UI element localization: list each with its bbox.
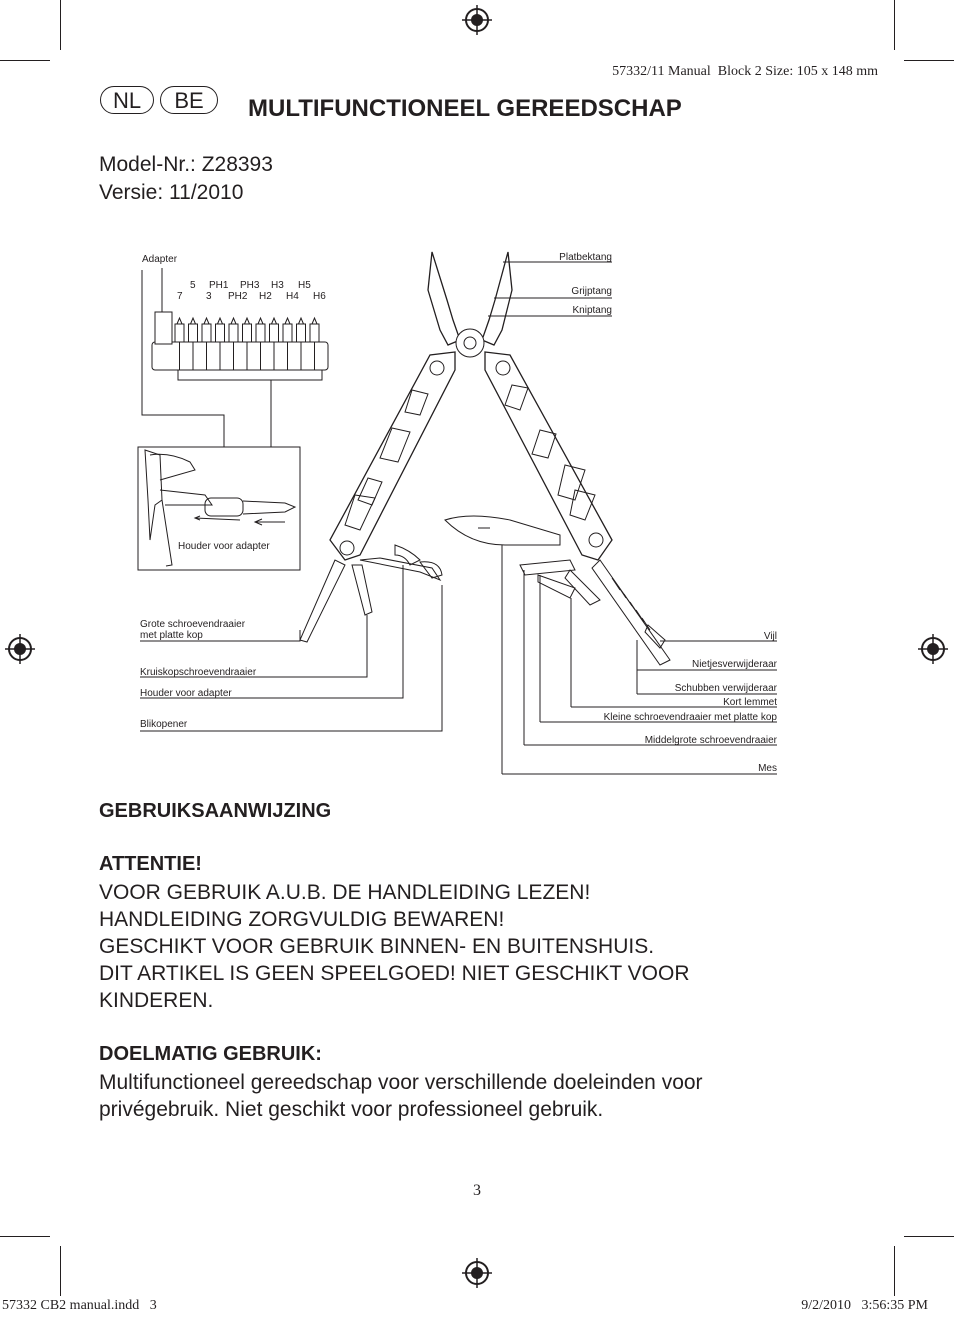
bit-tip: [272, 318, 277, 324]
label-houder: Houder voor adapter: [140, 688, 232, 699]
intended-use-line: privégebruik. Niet geschikt voor professioneel gebruik.: [99, 1098, 604, 1121]
bit-tip: [299, 318, 304, 324]
bit-shape: [202, 324, 211, 342]
bit-tip: [258, 318, 263, 324]
page-number: 3: [473, 1182, 481, 1199]
attention-line: KINDEREN.: [99, 989, 214, 1012]
bit-label: PH1: [209, 280, 229, 291]
bit-label: H4: [286, 291, 299, 302]
bit-shape: [270, 324, 279, 342]
label-nietjes: Nietjesverwijderaar: [691, 659, 777, 670]
label-blikopener: Blikopener: [140, 719, 188, 730]
bit-tip: [312, 318, 317, 324]
bit-tip: [204, 318, 209, 324]
attention-line: HANDLEIDING ZORGVULDIG BEWAREN!: [99, 908, 505, 931]
bit-label: 5: [190, 280, 196, 291]
bit-shape: [216, 324, 225, 342]
bit-shape: [283, 324, 292, 342]
bit-tip: [285, 318, 290, 324]
bit-shape: [310, 324, 319, 342]
crop-mark: [0, 1236, 50, 1237]
bit-tip: [177, 318, 182, 324]
bit-shape: [243, 324, 252, 342]
label-vijl: Vijl: [763, 631, 777, 642]
label-grote-schroevendraaier-2: met platte kop: [140, 630, 203, 641]
file-info: 57332 CB2 manual.indd 3: [2, 1298, 157, 1313]
label-adapter: Adapter: [142, 254, 178, 265]
attention-line: VOOR GEBRUIK A.U.B. DE HANDLEIDING LEZEN!: [99, 881, 591, 904]
attention-line: GESCHIKT VOOR GEBRUIK BINNEN- EN BUITENSHUIS.: [99, 935, 655, 958]
bit-tip: [218, 318, 223, 324]
bit-label: PH2: [228, 291, 248, 302]
timestamp: 9/2/2010 3:56:35 PM: [801, 1298, 928, 1313]
label-grijptang: Grijptang: [571, 286, 612, 297]
bit-shape: [297, 324, 306, 342]
intended-use-heading: DOELMATIG GEBRUIK:: [99, 1043, 322, 1065]
bit-shape: [189, 324, 198, 342]
bit-tip: [245, 318, 250, 324]
attention-heading: ATTENTIE!: [99, 853, 202, 875]
crop-mark: [894, 1246, 895, 1296]
language-badge-be: BE: [160, 86, 218, 114]
bit-label: H5: [298, 280, 311, 291]
instructions-heading: GEBRUIKSAANWIJZING: [99, 800, 332, 822]
bit-shape: [229, 324, 238, 342]
label-kort-lemmet: Kort lemmet: [723, 697, 777, 708]
label-kleine: Kleine schroevendraaier met platte kop: [603, 712, 777, 723]
bit-label: 7: [177, 291, 183, 302]
language-badge-nl: NL: [100, 86, 154, 114]
intended-use-line: Multifunctioneel gereedschap voor verschillende doeleinden voor: [99, 1071, 703, 1094]
attention-line: DIT ARTIKEL IS GEEN SPEELGOED! NIET GESCHIKT VOOR: [99, 962, 690, 985]
crop-mark: [904, 1236, 954, 1237]
bit-label: PH3: [240, 280, 260, 291]
label-grote-schroevendraaier: Grote schroevendraaier: [140, 619, 246, 630]
label-inset-holder: Houder voor adapter: [178, 541, 270, 552]
bit-label: H6: [313, 291, 326, 302]
bit-tip: [231, 318, 236, 324]
crop-mark: [60, 1246, 61, 1296]
bit-label: H2: [259, 291, 272, 302]
label-mes: Mes: [758, 763, 777, 774]
label-platbektang: Platbektang: [559, 252, 612, 263]
print-spec: 57332/11 Manual Block 2 Size: 105 x 148 mm: [612, 64, 878, 79]
registration-mark-icon: [462, 1258, 492, 1288]
bit-label: 3: [206, 291, 212, 302]
bit-shape: [175, 324, 184, 342]
page-title: MULTIFUNCTIONEEL GEREEDSCHAP: [248, 95, 682, 122]
bit-label: H3: [271, 280, 284, 291]
bit-shape: [256, 324, 265, 342]
label-schubben: Schubben verwijderaar: [674, 683, 777, 694]
label-middelgrote: Middelgrote schroevendraaier: [644, 735, 777, 746]
bit-tip: [191, 318, 196, 324]
model-number: Model-Nr.: Z28393: [99, 153, 273, 176]
label-kniptang: Kniptang: [572, 305, 612, 316]
model-version: Versie: 11/2010: [99, 181, 244, 204]
label-kruiskop: Kruiskopschroevendraaier: [140, 667, 257, 678]
